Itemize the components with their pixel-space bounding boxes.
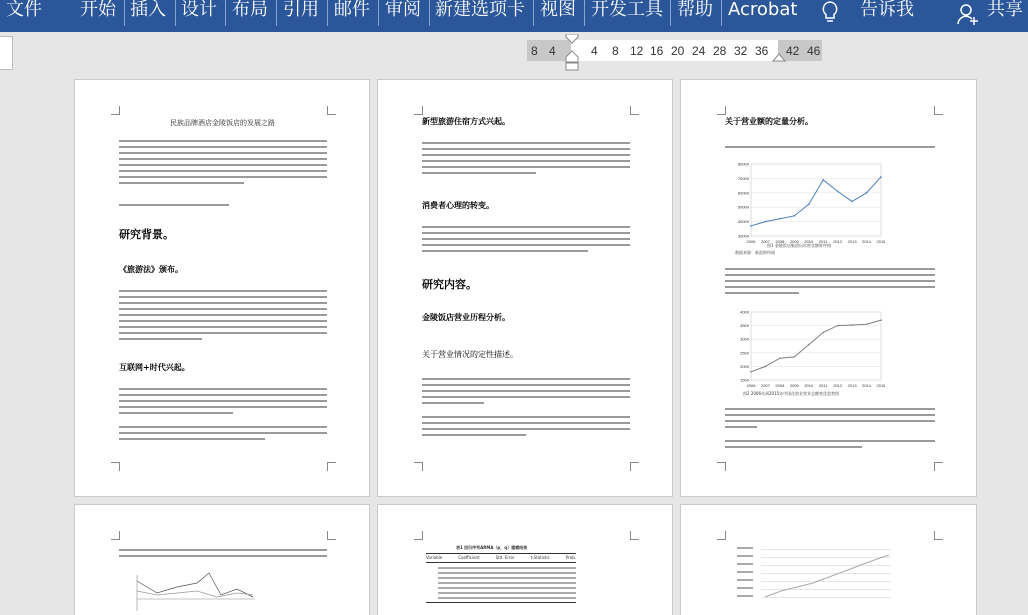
revenue-line-chart	[725, 160, 885, 246]
document-page-2[interactable]	[378, 80, 672, 496]
x-tick-label: 2010	[804, 239, 814, 244]
tab-divider	[175, 0, 176, 26]
data-point	[866, 192, 868, 194]
tab-home[interactable]: 开始	[80, 0, 116, 20]
y-tick-label: 3000	[740, 336, 749, 342]
tab-divider	[327, 0, 328, 26]
person-add-icon[interactable]	[956, 2, 980, 31]
series-line	[751, 320, 881, 372]
paper-title: 民族品牌酒店金陵饭店的发展之路	[170, 119, 275, 127]
tab-divider	[225, 0, 226, 26]
ruler-number: 4	[549, 44, 556, 58]
body-paragraph	[422, 142, 630, 178]
table-header-cell: Std. Error	[495, 555, 515, 560]
ruler-number: 12	[630, 44, 644, 58]
x-tick-label: 2014	[862, 383, 872, 388]
heading-research-background: 研究背景。	[119, 228, 174, 241]
data-point	[837, 191, 839, 193]
ruler-number: 28	[713, 44, 727, 58]
crop-mark	[111, 106, 120, 115]
data-point	[779, 218, 781, 220]
tab-divider	[124, 0, 125, 26]
x-tick-label: 2007	[760, 239, 770, 244]
tab-divider	[378, 0, 379, 26]
data-point	[765, 221, 767, 223]
horizontal-ruler	[0, 32, 1028, 70]
tab-layout[interactable]: 布局	[232, 0, 268, 20]
right-indent-marker-icon[interactable]	[772, 51, 786, 63]
crop-mark	[111, 531, 120, 540]
table-header-cell: Variable	[426, 555, 443, 560]
body-paragraph	[725, 408, 935, 432]
ruler-number: 24	[692, 44, 706, 58]
heading-quantitative: 关于营业额的定量分析。	[725, 116, 813, 126]
crop-mark	[717, 106, 726, 115]
x-tick-label: 2012	[833, 383, 843, 388]
x-tick-label: 2014	[862, 239, 872, 244]
tab-acrobat[interactable]: Acrobat	[728, 0, 798, 20]
data-point	[808, 204, 810, 206]
data-point	[750, 225, 752, 227]
document-page-1[interactable]	[75, 80, 369, 496]
acf-chart	[127, 571, 257, 611]
body-paragraph	[119, 290, 327, 344]
table-header	[426, 555, 576, 560]
share-button[interactable]: 共享	[987, 0, 1023, 20]
body-paragraph	[119, 549, 327, 561]
heading-qualitative: 关于营业情况的定性描述。	[422, 350, 518, 359]
y-tick-label: 2000	[740, 363, 749, 369]
y-tick-label: 50000	[737, 204, 749, 210]
body-paragraph	[725, 146, 935, 152]
plot-area	[751, 164, 881, 236]
heading-tourism-law: 《旅游法》颁布。	[119, 264, 183, 274]
indent-marker-icon[interactable]	[563, 34, 581, 72]
series-line	[751, 177, 881, 226]
table-rule	[426, 602, 576, 603]
body-paragraph	[422, 378, 630, 408]
ruler-number: 8	[612, 44, 619, 58]
lodging-revenue-line-chart	[725, 308, 885, 390]
crop-mark	[630, 531, 639, 540]
x-tick-label: 2006	[746, 383, 756, 388]
crop-mark	[414, 462, 423, 471]
ruler-number: 8	[531, 44, 538, 58]
crop-mark	[327, 462, 336, 471]
table-header-cell: Coefficient	[458, 555, 480, 560]
data-point	[880, 319, 882, 321]
heading-jinling-history: 金陵饭店营业历程分析。	[422, 312, 510, 322]
y-tick-label: 60000	[737, 190, 749, 196]
crop-mark	[414, 106, 423, 115]
table-body	[438, 567, 576, 602]
table-title: 表1 回归序列ARMA（p，q）建模结果	[456, 545, 528, 550]
tab-mailings[interactable]: 邮件	[334, 0, 370, 20]
tab-view[interactable]: 视图	[540, 0, 576, 20]
x-tick-label: 2008	[775, 383, 785, 388]
crop-mark	[327, 531, 336, 540]
abstract-text	[119, 140, 327, 188]
tab-developer[interactable]: 开发工具	[591, 0, 663, 20]
crop-mark	[414, 531, 423, 540]
data-point	[794, 215, 796, 217]
ruler-number: 46	[807, 44, 821, 58]
data-point	[822, 332, 824, 334]
document-page-6[interactable]	[681, 505, 976, 615]
ruler-number: 32	[734, 44, 748, 58]
heading-internet-era: 互联网+时代兴起。	[119, 362, 190, 372]
document-page-3[interactable]	[681, 80, 976, 496]
y-tick-label: 70000	[737, 175, 749, 181]
table-header-cell: t-Statistic	[530, 555, 550, 560]
x-tick-label: 2007	[760, 383, 770, 388]
body-paragraph	[725, 440, 935, 452]
keywords-text	[119, 204, 229, 210]
x-tick-label: 2012	[833, 239, 843, 244]
table-header-cell: Prob.	[565, 555, 576, 560]
ruler-number: 16	[650, 44, 664, 58]
x-tick-label: 2013	[847, 239, 857, 244]
tab-divider	[276, 0, 277, 26]
data-point	[851, 201, 853, 203]
tab-design[interactable]: 设计	[181, 0, 217, 20]
data-point	[851, 324, 853, 326]
crop-mark	[934, 106, 943, 115]
ruler-number: 36	[755, 44, 769, 58]
data-point	[837, 325, 839, 327]
body-paragraph	[725, 268, 935, 298]
x-tick-label: 2010	[804, 383, 814, 388]
tab-file[interactable]: 文件	[6, 0, 42, 20]
data-point	[779, 357, 781, 359]
y-tick-label: 2500	[740, 350, 749, 356]
forecast-line-chart	[735, 543, 895, 607]
data-point	[794, 356, 796, 358]
lightbulb-icon[interactable]	[820, 0, 840, 29]
y-tick-label: 3500	[740, 323, 749, 329]
ribbon-tab-bar	[0, 0, 1028, 32]
plot-area	[751, 312, 881, 380]
crop-mark	[327, 106, 336, 115]
x-tick-label: 2013	[847, 383, 857, 388]
data-point	[880, 176, 882, 178]
chart2-caption: 图2 2006年到2015年中国住宿业营业总额变化趋势图	[743, 391, 840, 396]
y-tick-label: 4000	[740, 309, 749, 315]
chart1-caption: 图1 金陵饭店集团历年营业额时序图	[767, 243, 831, 248]
tab-divider	[670, 0, 671, 26]
x-tick-label: 2011	[818, 239, 828, 244]
x-tick-label: 2009	[789, 383, 799, 388]
body-paragraph	[119, 426, 327, 444]
x-tick-label: 2011	[818, 383, 828, 388]
heading-new-lodging-model: 新型旅游住宿方式兴起。	[422, 116, 510, 126]
document-page-5[interactable]	[378, 505, 672, 615]
data-point	[750, 371, 752, 373]
body-paragraph	[422, 416, 630, 440]
table-rule	[426, 553, 576, 554]
x-tick-label: 2015	[876, 383, 885, 388]
document-page-4[interactable]	[75, 505, 369, 615]
chart1-source: 数据来源：新浪财经网	[735, 250, 775, 255]
x-tick-label: 2009	[789, 239, 799, 244]
table-rule	[426, 562, 576, 563]
heading-consumer-mindset: 消费者心理的转变。	[422, 200, 494, 210]
tab-references[interactable]: 引用	[283, 0, 319, 20]
crop-mark	[717, 462, 726, 471]
tab-divider	[721, 0, 722, 26]
tab-help[interactable]: 帮助	[677, 0, 713, 20]
y-tick-label: 30000	[737, 233, 749, 239]
crop-mark	[934, 462, 943, 471]
ruler-left-stub	[0, 36, 13, 70]
tab-divider	[584, 0, 585, 26]
crop-mark	[630, 462, 639, 471]
y-tick-label: 80000	[737, 161, 749, 167]
data-point	[866, 323, 868, 325]
x-tick-label: 2008	[775, 239, 785, 244]
crop-mark	[934, 531, 943, 540]
tab-review[interactable]: 审阅	[385, 0, 421, 20]
ruler-number: 20	[671, 44, 685, 58]
ruler-number: 42	[786, 44, 800, 58]
crop-mark	[717, 531, 726, 540]
ruler-number: 4	[591, 44, 598, 58]
tab-divider	[533, 0, 534, 26]
body-paragraph	[422, 226, 630, 256]
y-tick-label: 40000	[737, 219, 749, 225]
crop-mark	[630, 106, 639, 115]
data-point	[808, 344, 810, 346]
y-tick-label: 1500	[740, 377, 749, 383]
tab-insert[interactable]: 插入	[130, 0, 166, 20]
tab-new-tab[interactable]: 新建选项卡	[435, 0, 525, 20]
x-tick-label: 2015	[876, 239, 885, 244]
crop-mark	[111, 462, 120, 471]
data-point	[765, 366, 767, 368]
tab-divider	[429, 0, 430, 26]
heading-research-content: 研究内容。	[422, 278, 477, 291]
tell-me-search[interactable]: 告诉我	[860, 0, 914, 20]
x-tick-label: 2006	[746, 239, 756, 244]
body-paragraph	[119, 388, 327, 418]
data-point	[822, 179, 824, 181]
